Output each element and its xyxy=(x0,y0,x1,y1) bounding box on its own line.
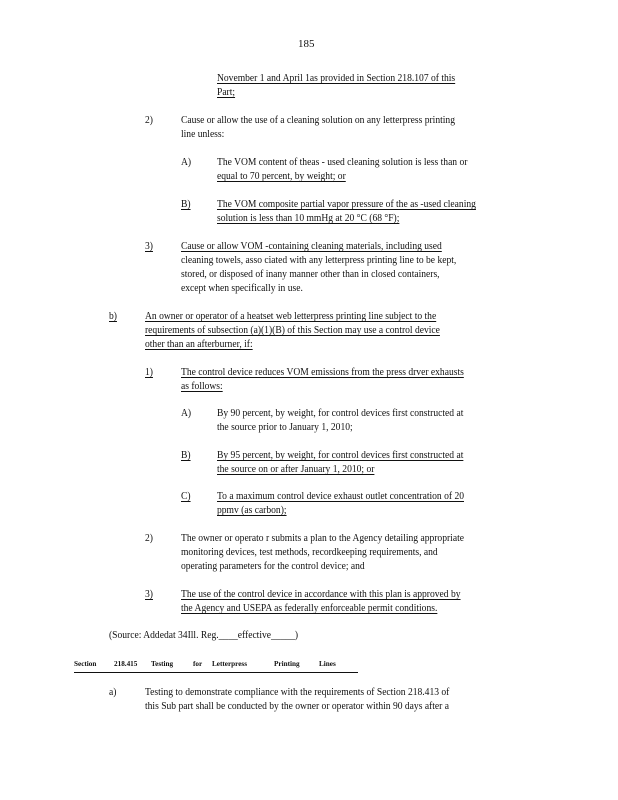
text-line: line unless: xyxy=(181,129,225,140)
text-line: November 1 and April 1as provided in Section 218.107 of this xyxy=(217,73,456,84)
item-label: A) xyxy=(181,408,192,419)
item-label: 3) xyxy=(145,241,153,252)
text-line: An owner or operator of a heatset web letterpress printing line subject to the xyxy=(145,311,437,322)
item-label: 1) xyxy=(145,367,153,378)
item-label: 2) xyxy=(145,533,153,544)
text-line: By 95 percent, by weight, for control devices first constructed at xyxy=(217,450,464,461)
text-line: cleaning towels, asso ciated with any letterpress printing line to be kept, xyxy=(181,255,457,266)
text-line: the Agency and USEPA as federally enforceable permit conditions. xyxy=(181,603,438,614)
section-heading-rule xyxy=(74,672,358,673)
text-line: By 90 percent, by weight, for control devices first constructed at xyxy=(217,408,464,419)
section-label: Section xyxy=(74,660,97,668)
item-label: b) xyxy=(109,311,117,322)
text-line: the source prior to January 1, 2010; xyxy=(217,422,353,433)
text-line: stored, or disposed of inany manner other than in closed containers, xyxy=(181,269,440,280)
text-line: Cause or allow VOM -containing cleaning materials, including used xyxy=(181,241,442,252)
text-line: monitoring devices, test methods, recordkeeping requirements, and xyxy=(181,547,438,558)
section-number: 218.415 xyxy=(114,660,138,668)
text-line: except when specifically in use. xyxy=(181,283,303,294)
text-line: The VOM composite partial vapor pressure of the as -used cleaning xyxy=(217,199,476,210)
item-label: 3) xyxy=(145,589,153,600)
text-line: this Sub part shall be conducted by the owner or operator within 90 days after a xyxy=(145,701,449,712)
item-label: B) xyxy=(181,450,191,461)
item-label: B) xyxy=(181,199,191,210)
text-line: solution is less than 10 mmHg at 20 °C (68 °F); xyxy=(217,213,400,224)
text-line: The VOM content of theas - used cleaning solution is less than or xyxy=(217,157,468,168)
text-line: Testing to demonstrate compliance with the requirements of Section 218.413 of xyxy=(145,687,450,698)
section-title-word: Testing xyxy=(151,660,174,668)
source-note: (Source: Addedat 34Ill. Reg.____effective_____) xyxy=(109,630,299,641)
text-line: The control device reduces VOM emissions from the press drver exhausts xyxy=(181,367,464,378)
text-line: Part; xyxy=(217,87,236,98)
text-line: Cause or allow the use of a cleaning solution on any letterpress printing xyxy=(181,115,455,126)
text-line: To a maximum control device exhaust outlet concentration of 20 xyxy=(217,491,465,502)
section-title-word: for xyxy=(193,660,203,668)
text-line: The owner or operato r submits a plan to the Agency detailing appropriate xyxy=(181,533,464,544)
page-number: 185 xyxy=(298,38,315,50)
text-line: The use of the control device in accordance with this plan is approved by xyxy=(181,589,461,600)
text-line: the source on or after January 1, 2010; or xyxy=(217,464,375,475)
item-label: A) xyxy=(181,157,192,168)
text-line: operating parameters for the control device; and xyxy=(181,561,365,572)
section-title-word: Letterpress xyxy=(212,660,247,668)
text-line: requirements of subsection (a)(1)(B) of this Section may use a control device xyxy=(145,325,440,336)
section-title-word: Lines xyxy=(319,660,336,668)
item-label: 2) xyxy=(145,115,153,126)
text-line: ppmv (as carbon); xyxy=(217,505,287,516)
item-label: C) xyxy=(181,491,191,502)
item-label: a) xyxy=(109,687,117,698)
text-line: equal to 70 percent, by weight; or xyxy=(217,171,346,182)
text-line: other than an afterburner, if: xyxy=(145,339,253,350)
section-title-word: Printing xyxy=(274,660,300,668)
text-line: as follows: xyxy=(181,381,223,392)
